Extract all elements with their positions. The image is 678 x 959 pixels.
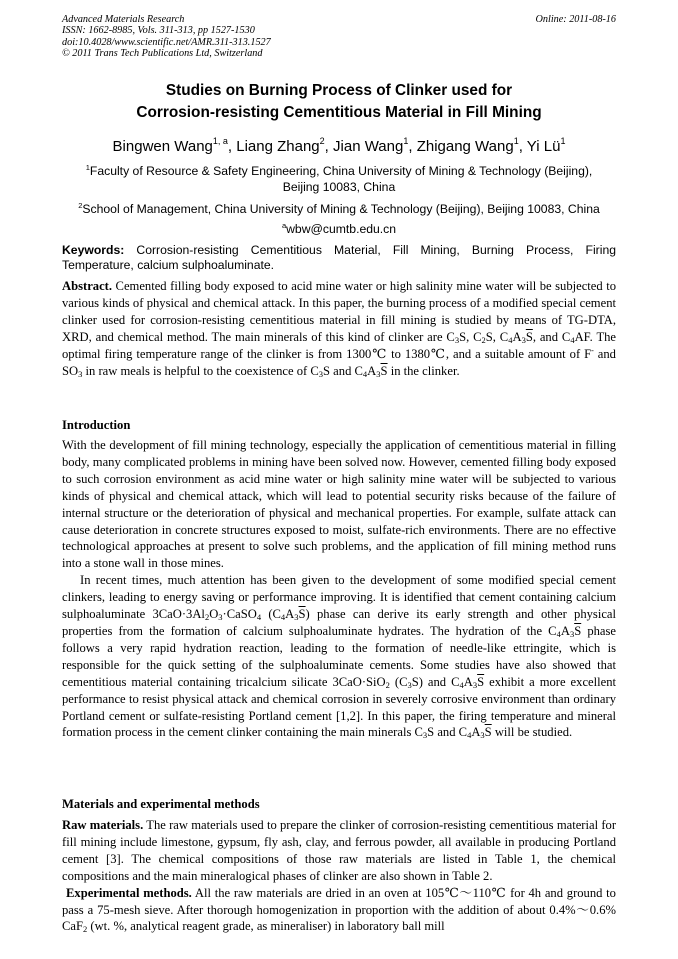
intro-text: phase follows a very rapid hydration reaction, leading to the formation of needle-like ettringite, which is responsible for the quick setting of the sulphoaluminate cements. Some studies have also showed that cementitious material containing tricalcium silicate 3CaO·SiO [62, 623, 616, 689]
keywords [62, 243, 616, 273]
author: Zhigang Wang [416, 138, 514, 155]
intro-text: ·CaSO [222, 607, 257, 622]
section-heading-introduction: Introduction [62, 418, 131, 432]
subscript: 4 [256, 612, 262, 623]
superscript: - [591, 345, 594, 355]
affiliation-sup: 2 [78, 201, 83, 210]
author: Jian Wang [333, 138, 404, 155]
intro-text: (C [394, 674, 408, 689]
subscript: 3 [218, 612, 223, 623]
intro-text: will be studied. [491, 725, 573, 740]
abstract-text: in raw meals is helpful to the coexistence of C [82, 363, 319, 378]
subscript: 4 [459, 679, 464, 690]
abstract-text: Cemented filling body exposed to acid mine water or high salinity mine water will be subjected to various kinds of physical and chemical attack. In this paper, the burning process of a modified special cement clinker used for corrosion-resisting cementitious material in fill mining is studied by means of TG-DTA, XRD, and chemical method. The main minerals of this kind of clinker are C [62, 279, 616, 344]
intro-text: ) [305, 607, 310, 622]
subscript: 2 [83, 924, 88, 935]
author: Bingwen Wang [112, 138, 213, 155]
raw-materials-label: Raw materials. [62, 818, 144, 832]
keywords-text: Corrosion-resisting Cementitious Material, Fill Mining, Burning Process, Firing Temperature, calcium sulphoaluminate. [62, 243, 616, 272]
subscript: 4 [467, 730, 472, 741]
subscript: 3 [318, 368, 324, 379]
materials-section [62, 817, 616, 935]
keywords-label: Keywords: [62, 243, 125, 257]
section-heading-materials: Materials and experimental methods [62, 797, 260, 811]
subscript: 3 [78, 368, 83, 379]
subscript: 2 [204, 612, 210, 623]
author-sup: 1 [513, 136, 519, 146]
subscript: 3 [376, 368, 381, 379]
raw-materials-paragraph [62, 817, 616, 885]
abstract-text: A [512, 329, 522, 344]
intro-text: (C [268, 607, 281, 622]
subscript: 3 [472, 679, 478, 690]
subscript: 4 [570, 334, 575, 345]
subscript: 4 [508, 334, 513, 345]
abstract-text: and SO [62, 346, 616, 378]
subscript: 3 [569, 628, 575, 639]
overbar-s: $\overline{S}$ [484, 725, 492, 740]
online-date: Online: 2011-08-16 [535, 14, 616, 25]
introduction [62, 437, 616, 741]
affiliation-1 [62, 163, 616, 195]
abstract-text: S and C [323, 363, 363, 378]
intro-text: S) and C [411, 674, 460, 689]
overbar-s: $\overline{S}$ [477, 674, 485, 689]
intro-text: S and C [427, 725, 468, 740]
affiliation-sup: 1 [85, 163, 90, 172]
overbar-s: $\overline{S}$ [525, 329, 533, 344]
intro-text: O [209, 607, 219, 622]
subscript: 3 [407, 679, 412, 690]
affiliation-2-text: School of Management, China University of Mining & Technology (Beijing), Beijing 10083, China [82, 202, 600, 216]
subscript: 4 [280, 612, 286, 623]
intro-text: In recent times, much attention has been given to the development of some modified special cement clinkers, leading to energy saving or performance improving. It is identified that cement containing calcium sulphoaluminate 3CaO·3Al [62, 573, 616, 622]
affiliation-2 [62, 201, 616, 217]
experimental-text: (wt. %, analytical reagent grade, as mineraliser) in laboratory ball mill [87, 919, 445, 934]
subscript: 4 [362, 368, 368, 379]
abstract-label: Abstract. [62, 279, 113, 293]
intro-paragraph-1: With the development of fill mining technology, especially the application of cementitious material in filling body, many complicated problems in mining have been solved now. However, cemented filling body exposed to such corrosion environment as acid mine water or high salinity mine water will be subjected to various kinds of physical and chemical attack, which will lead to potential security risks because of the failure of internal structure or the deterioration of physical and mechanical properties. For example, sulfate attack can cause deterioration in concrete structures exposed to moist, sulfate-rich environments. There are no effective technological approaches at present to solve such problems, and the application of fill mining method runs into a stone wall in those mines. [62, 438, 616, 571]
header-left [62, 14, 616, 60]
affiliation-1-line-2: Beijing 10083, China [282, 180, 396, 194]
subscript: 4 [556, 628, 561, 639]
paper-title [62, 80, 616, 124]
overbar-s: $\overline{S}$ [298, 607, 306, 622]
overbar-s: $\overline{S}$ [574, 623, 582, 638]
affiliation-1-line-1: Faculty of Resource & Safety Engineering, China University of Mining & Technology (Beijing), [89, 164, 593, 178]
title-line-1: Studies on Burning Process of Clinker used for [165, 82, 513, 99]
author-sup: 2 [319, 136, 325, 146]
intro-text: A [560, 623, 570, 638]
subscript: 3 [480, 730, 485, 741]
author-sup: 1 [560, 136, 566, 146]
author: Yi Lü [526, 138, 561, 155]
abstract-text: A [367, 363, 377, 378]
author-sup: 1, a [212, 136, 228, 146]
intro-text: A [463, 674, 473, 689]
email-line [62, 221, 616, 237]
intro-text: A [285, 607, 295, 622]
subscript: 3 [294, 612, 299, 623]
intro-text: A [471, 725, 481, 740]
journal-name: Advanced Materials Research [62, 14, 185, 25]
email: wbw@cumtb.edu.cn [286, 222, 397, 236]
abstract-text: AF. The optimal firing temperature range of the clinker is from 1300℃ to 1380℃, and a suitable amount of F [62, 329, 617, 361]
intro-paragraph-2 [62, 572, 616, 741]
title-line-2: Corrosion-resisting Cementitious Material in Fill Mining [136, 104, 542, 121]
abstract [62, 278, 616, 379]
author-sup: 1 [403, 136, 409, 146]
abstract-text: in the clinker. [387, 363, 460, 378]
overbar-s: $\overline{S}$ [380, 363, 388, 378]
intro-text: phase can derive its early strength and other physical properties from the formation of calcium sulphoaluminate hydrates. The hydration of the C [62, 607, 617, 638]
email-sup: a [281, 221, 287, 230]
abstract-text: , and C [532, 329, 571, 344]
subscript: 3 [521, 334, 526, 345]
abstract-text: S, C [459, 329, 482, 344]
copyright-line: © 2011 Trans Tech Publications Ltd, Switzerland [62, 48, 263, 60]
experimental-text: All the raw materials are dried in an oven at 105℃～110℃ for 4h and ground to pass a 75-mesh sieve. After thorough homogenization in proportion with the addition of about 0.4%～0.6% CaF [62, 885, 616, 934]
subscript: 3 [422, 730, 428, 741]
doi-line: doi:10.4028/www.scientific.net/AMR.311-313.1527 [62, 36, 271, 48]
journal-header [62, 14, 616, 60]
subscript: 2 [385, 679, 390, 690]
intro-text: exhibit a more excellent performance to resist physical attack and chemical corrosion in severely corrosive environment than ordinary Portland cement or sulfate-resisting Portland cement [1,2]. In this paper, the firing temperature and mineral formation process in the cement clinker containing the main minerals C [62, 674, 617, 740]
subscript: 2 [481, 334, 486, 345]
experimental-methods-label: Experimental methods. [66, 885, 192, 900]
author-list: Bingwen Wang$^{1, a}$, Liang Zhang$^2$, Jian Wang$^1$, Zhigang Wang$^1$, Yi $Lü^1$ [112, 136, 566, 155]
abstract-text: S, C [485, 329, 509, 344]
issn-line: ISSN: 1662-8985, Vols. 311-313, pp 1527-1530 [62, 25, 255, 37]
experimental-methods-paragraph [62, 885, 616, 936]
author: Liang Zhang [236, 138, 320, 155]
raw-materials-text: The raw materials used to prepare the clinker of corrosion-resisting cementitious material for fill mining include limestone, gypsum, fly ash, clay, and ferrous powder, all available in producing Portland cement [3]. The chemical compositions of those raw materials are listed in Table 1, the chemical compositions and the main mineralogical phases of clinker are also shown in Table 2. [62, 818, 617, 883]
subscript: 3 [454, 334, 460, 345]
